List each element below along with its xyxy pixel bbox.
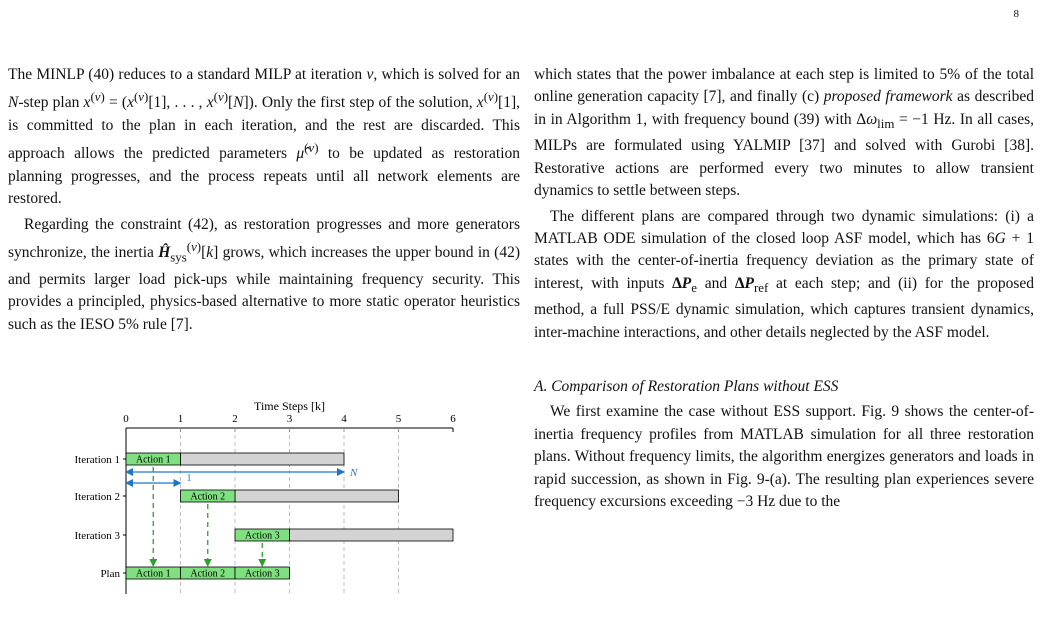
plan-bar-1-label: Action 1 <box>135 568 171 580</box>
x-tick-label-2: 2 <box>232 413 238 425</box>
paragraph-constraint: Regarding the constraint (42), as restoration progresses and more generators synchronize, the inertia $Ĥ_{sys}^{(\nu)}[k]$ grows, which increases the upper bound in (42) and permits larger load pick-ups while maintaining frequency security. This provides a principled, physics-based alternative to more static operator heuristics such as the IESO 5% rule [7]. <box>8 215 520 333</box>
row-label-iteration-3: Iteration 3 <box>74 530 120 542</box>
row-label-iteration-1: Iteration 1 <box>74 454 120 466</box>
horizon-bar-iteration-1 <box>181 453 345 465</box>
x-tick-label-1: 1 <box>177 413 184 425</box>
x-tick-label-6: 6 <box>450 413 456 425</box>
paragraph-simulations: The different plans are compared through two dynamic simulations: (i) a MATLAB ODE simulation of the closed loop ASF model, which has 6G + 1 states with the center-of-inertia frequency deviation as the primary state of interest, with inputs $\Delta P_e$ and $\Delta P_{ref}$ at each step; and (ii) for the proposed method, a full PSS/E dynamic simulation, which captures transient dynamics, inter-machine interactions, and other details neglected by the ASF model. <box>534 207 1034 341</box>
chart-title: Time Steps [k] <box>254 399 325 413</box>
plan-bar-3-label: Action 3 <box>244 568 280 580</box>
x-tick-label-5: 5 <box>395 413 402 425</box>
paragraph-minlp: The MINLP (40) reduces to a standard MILP at iteration ν, which is solved for an N-step plan $x^{(\nu)} = (x^{(\nu)}[1]$, . . . , $x^{(\nu)}[N]$). Only the first step of the solution, $x^{(\nu)}[1]$, is committed to the plan in each iteration, and the rest are discarded. This approach allows the predicted parameters μ̂$^{(\nu)}$ to be updated as restoration planning progresses, and the process repeats until all network elements are restored. <box>8 66 521 208</box>
row-label-plan: Plan <box>100 568 120 580</box>
horizon-arrow-label: N <box>350 467 358 479</box>
x-tick-label-4: 4 <box>341 413 347 425</box>
row-label-iteration-2: Iteration 2 <box>74 491 120 503</box>
paragraph-without-ess: We first examine the case without ESS support. Fig. 9 shows the center-of-inertia frequency profiles from MATLAB simulation for all three restoration plans. Without frequency limits, the algorithm energizes generators and loads in rapid succession, as shown in Fig. 9-(a). The resulting plan experiences severe frequency excursions exceeding −3 Hz due to the <box>534 403 1034 511</box>
restoration-iteration-figure <box>46 388 486 610</box>
section-heading: A. Comparison of Restoration Plans without ESS <box>534 378 839 396</box>
page-number: 8 <box>1013 8 1019 20</box>
right-column <box>534 64 1034 514</box>
paragraph-ieso-rule: which states that the power imbalance at each step is limited to 5% of the total online generation capacity [7], and finally (c) proposed framework as described in in Algorithm 1, with frequency bound (39) with $\Delta\omega_{lim} = -1$ Hz. In all cases, MILPs are formulated using YALMIP [37] and solved with Gurobi [38]. Restorative actions are performed every two minutes to allow transient dynamics to settle between steps. <box>534 66 1034 200</box>
action-bar-iteration-2-label: Action 2 <box>190 491 226 503</box>
left-column <box>8 64 520 336</box>
horizon-bar-iteration-2 <box>235 490 399 502</box>
action-bar-iteration-3-label: Action 3 <box>244 530 280 542</box>
step-arrow-label: 1 <box>186 473 192 484</box>
x-tick-label-3: 3 <box>286 413 293 425</box>
x-tick-label-0: 0 <box>123 413 129 425</box>
plan-bar-2-label: Action 2 <box>190 568 226 580</box>
horizon-bar-iteration-3 <box>290 529 454 541</box>
action-bar-iteration-1-label: Action 1 <box>135 454 171 466</box>
gantt-chart <box>46 388 486 610</box>
